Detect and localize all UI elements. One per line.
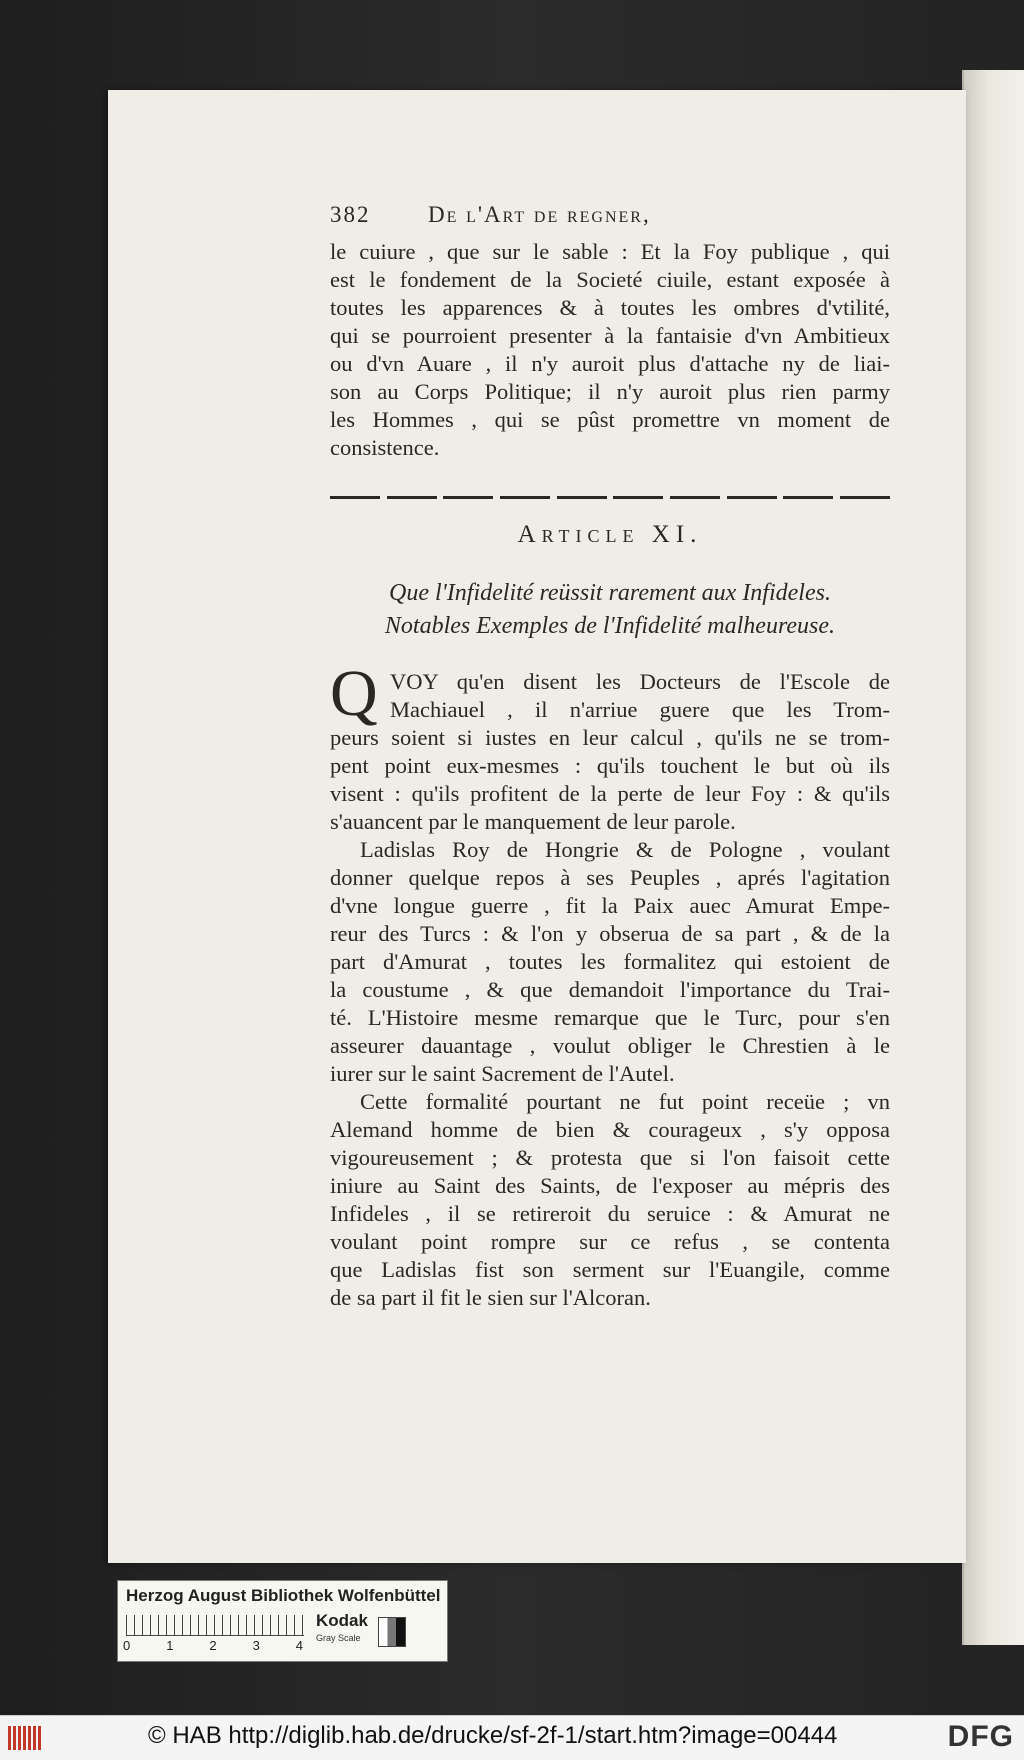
scale-number: 1 bbox=[166, 1638, 174, 1653]
running-head bbox=[330, 202, 890, 238]
text-line: Infideles , il se retireroit du seruice : & Amurat ne bbox=[330, 1201, 890, 1226]
text-line: iurer sur le saint Sacrement de l'Autel. bbox=[330, 1061, 675, 1086]
text-line: vigoureusement ; & protesta que si l'on faisoit cette bbox=[330, 1145, 890, 1170]
text-line: est le fondement de la Societé ciuile, estant exposée à bbox=[330, 267, 890, 292]
text-line: part d'Amurat , toutes les formalitez qui estoient de bbox=[330, 949, 890, 974]
scale-number: 4 bbox=[295, 1638, 303, 1653]
first-paragraph bbox=[330, 657, 890, 836]
scale-numbers bbox=[123, 1638, 303, 1653]
text-line: les Hommes , qui se pûst promettre vn moment de bbox=[330, 407, 890, 432]
text-line: Alemand homme de bien & courageux , s'y opposa bbox=[330, 1117, 890, 1142]
dfg-logo: DFG bbox=[947, 1720, 1014, 1753]
text-line: que Ladislas fist son serment sur l'Euangile, comme bbox=[330, 1257, 890, 1282]
copyright-url[interactable]: © HAB http://diglib.hab.de/drucke/sf-2f-1/start.htm?image=00444 bbox=[148, 1722, 838, 1749]
text-line: voulant point rompre sur ce refus , se contenta bbox=[330, 1229, 890, 1254]
text-line: Cette formalité pourtant ne fut point receüe ; vn bbox=[360, 1089, 890, 1114]
article-subtitle bbox=[330, 577, 890, 643]
scale-ruler bbox=[126, 1615, 304, 1636]
scale-number: 0 bbox=[123, 1638, 131, 1653]
running-title: De l'Art de regner, bbox=[428, 202, 651, 227]
text-line: reur des Turcs : & l'on y obserua de sa part , & de la bbox=[330, 921, 890, 946]
text-line: peurs soient si iustes en leur calcul , qu'ils ne se trom- bbox=[330, 725, 890, 750]
color-calibration-chart bbox=[117, 1580, 448, 1662]
book-page bbox=[108, 90, 966, 1563]
text-line: qui se pourroient presenter à la fantaisie d'vn Ambitieux bbox=[330, 323, 890, 348]
text-line: consistence. bbox=[330, 435, 440, 460]
top-paragraph bbox=[330, 238, 890, 462]
kodak-brand: Kodak bbox=[316, 1611, 368, 1630]
text-line: Machiauel , il n'arriue guere que les Trom- bbox=[390, 697, 890, 722]
text-line: iniure au Saint des Saints, de l'exposer au mépris des bbox=[330, 1173, 890, 1198]
text-line: té. L'Histoire mesme remarque que le Turc, pour s'en bbox=[330, 1005, 890, 1030]
page-text-block bbox=[330, 202, 890, 1312]
text-line: pent point eux-mesmes : qu'ils touchent le but où ils bbox=[330, 753, 890, 778]
text-line: s'auancent par le manquement de leur parole. bbox=[330, 809, 736, 834]
section-divider-rule bbox=[330, 496, 890, 499]
drop-capital: Q bbox=[330, 657, 378, 730]
text-line: d'vne longue guerre , fit la Paix auec Amurat Empe- bbox=[330, 893, 890, 918]
text-line: asseurer dauantage , voulut obliger le Chrestien à le bbox=[330, 1033, 890, 1058]
text-line: la coustume , & que demandoit l'importance du Trai- bbox=[330, 977, 890, 1002]
text-line: Ladislas Roy de Hongrie & de Pologne , voulant bbox=[360, 837, 890, 862]
gray-swatch bbox=[378, 1617, 406, 1647]
subtitle-line: Que l'Infidelité reüssit rarement aux Infideles. bbox=[389, 580, 831, 606]
viewer-footer bbox=[0, 1715, 1024, 1760]
scale-number: 3 bbox=[252, 1638, 260, 1653]
text-line: visent : qu'ils profitent de la perte de leur Foy : & qu'ils bbox=[330, 781, 890, 806]
second-paragraph bbox=[330, 836, 890, 1088]
text-line: de sa part il fit le sien sur l'Alcoran. bbox=[330, 1285, 651, 1310]
text-line: le cuiure , que sur le sable : Et la Foy publique , qui bbox=[330, 239, 890, 264]
text-line: ou d'vn Auare , il n'y auroit plus d'attache ny de liai- bbox=[330, 351, 890, 376]
third-paragraph bbox=[330, 1088, 890, 1312]
gray-scale-label: Gray Scale bbox=[316, 1633, 361, 1643]
facing-page-edge bbox=[962, 70, 1024, 1645]
scale-number: 2 bbox=[209, 1638, 217, 1653]
text-line: VOY qu'en disent les Docteurs de l'Escole de bbox=[390, 669, 890, 694]
page-number: 382 bbox=[330, 202, 371, 227]
chart-library-name: Herzog August Bibliothek Wolfenbüttel bbox=[126, 1586, 441, 1605]
text-line: toutes les apparences & à toutes les ombres d'vtilité, bbox=[330, 295, 890, 320]
subtitle-line: Notables Exemples de l'Infidelité malheureuse. bbox=[384, 613, 836, 639]
hab-barcode-icon bbox=[8, 1726, 44, 1750]
text-line: donner quelque repos à ses Peuples , aprés l'agitation bbox=[330, 865, 890, 890]
article-heading: Article XI. bbox=[517, 521, 703, 548]
text-line: son au Corps Politique; il n'y auroit plus rien parmy bbox=[330, 379, 890, 404]
